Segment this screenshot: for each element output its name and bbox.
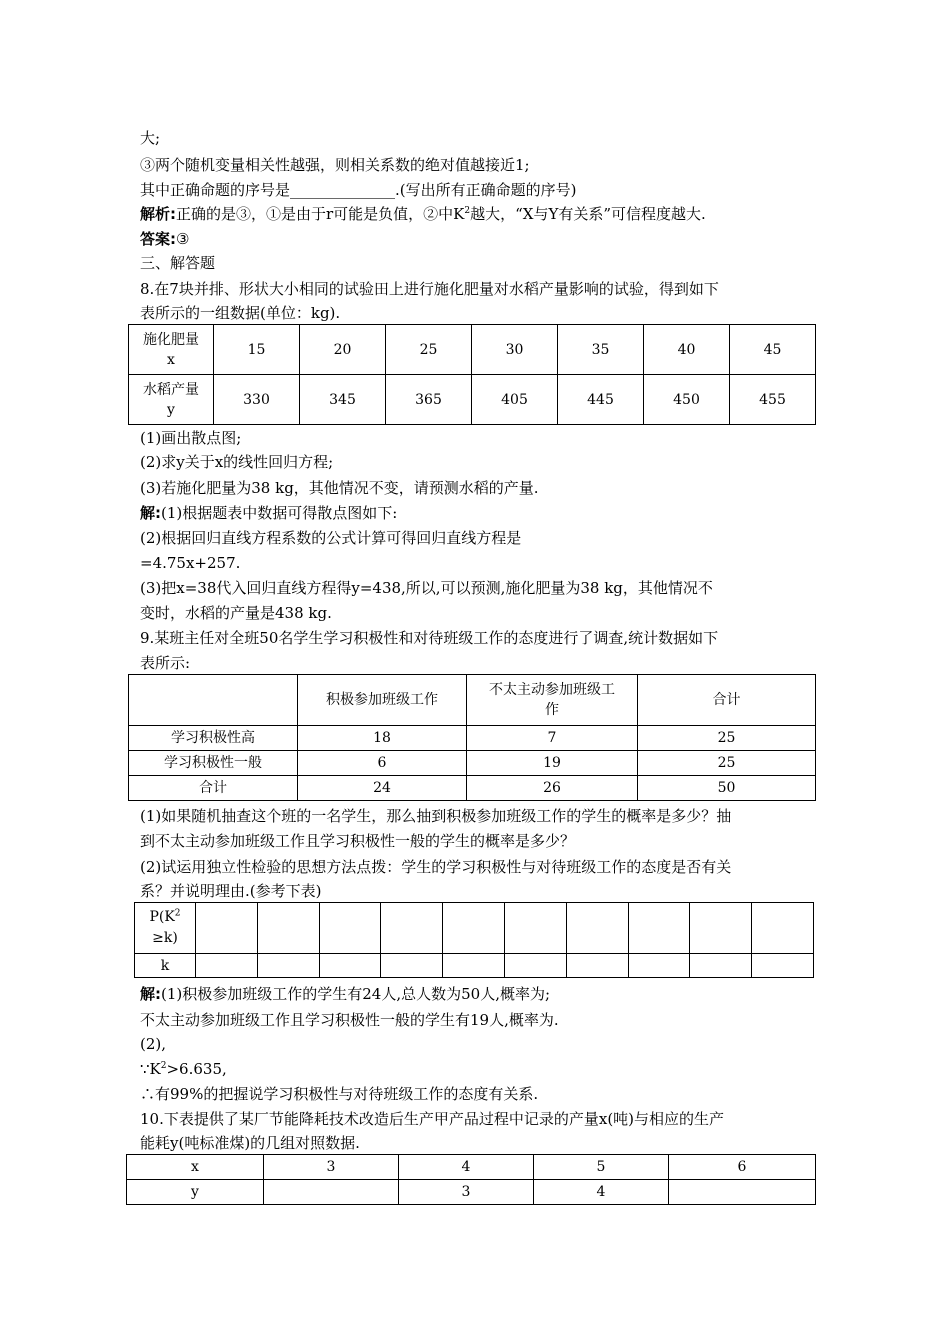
table-cell: [690, 903, 752, 954]
problem-8-line-1: 8.在7块并排、形状大小相同的试验田上进行施化肥量对水稻产量影响的试验，得到如下: [140, 280, 719, 298]
table-cell: [443, 903, 505, 954]
fertilizer-table: [128, 324, 816, 425]
table-cell: 20: [300, 325, 386, 375]
table-cell: 45: [730, 325, 816, 375]
table-cell: 405: [472, 375, 558, 425]
solution-9-line-3: (2),: [140, 1035, 167, 1053]
table-cell: 450: [644, 375, 730, 425]
table-cell: 3: [264, 1155, 399, 1180]
table-cell: [381, 903, 443, 954]
energy-table: [126, 1154, 816, 1205]
table-cell: 50: [638, 776, 816, 801]
solution-8-line-5: 变时，水稻的产量是438 kg.: [140, 604, 332, 622]
solution-9-line-5: ∴有99%的把握说学习积极性与对待班级工作的态度有关系.: [140, 1085, 539, 1103]
table-row-label: 学习积极性高: [129, 726, 298, 751]
problem-8-part-1: (1)画出散点图;: [140, 429, 242, 447]
table-row-label: 学习积极性一般: [129, 751, 298, 776]
solution-8-line-1: 解:(1)根据题表中数据可得散点图如下:: [140, 504, 398, 522]
solution-8-line-4: (3)把x=38代入回归直线方程得y=438,所以,可以预测,施化肥量为38 kg，其他情况不: [140, 579, 713, 597]
table-cell: [319, 954, 381, 978]
table-cell: [690, 954, 752, 978]
solution-9-line-2: 不太主动参加班级工作且学习积极性一般的学生有19人,概率为.: [140, 1011, 559, 1029]
table-cell: 445: [558, 375, 644, 425]
table-cell: [443, 954, 505, 978]
text-line-question: 其中正确命题的序号是______________.(写出所有正确命题的序号): [140, 181, 577, 199]
problem-8-part-3: (3)若施化肥量为38 kg，其他情况不变，请预测水稻的产量.: [140, 479, 539, 497]
table-cell: 26: [467, 776, 638, 801]
table-cell: [504, 954, 566, 978]
table-cell: [628, 954, 690, 978]
problem-9-part-1-line-2: 到不太主动参加班级工作且学习积极性一般的学生的概率是多少？: [140, 832, 576, 850]
table-cell: [504, 903, 566, 954]
table-cell: 25: [638, 726, 816, 751]
table-header-cell: x: [127, 1155, 264, 1180]
table-cell: 19: [467, 751, 638, 776]
table-cell: [196, 954, 258, 978]
table-cell: 365: [386, 375, 472, 425]
table-cell: 40: [644, 325, 730, 375]
table-cell: [566, 903, 628, 954]
table-cell: 35: [558, 325, 644, 375]
critical-value-table: [134, 902, 814, 978]
solution-9-line-4: $\because K^2>6.635$,: [140, 1060, 227, 1078]
table-header-cell: k: [135, 954, 196, 978]
table-header-cell: 合计: [638, 675, 816, 726]
solution-8-line-3: =4.75x+257.: [140, 554, 241, 572]
table-cell: 6: [298, 751, 467, 776]
section-heading: 三、解答题: [140, 254, 216, 272]
table-cell: 455: [730, 375, 816, 425]
table-cell: 30: [472, 325, 558, 375]
table-cell: [669, 1180, 816, 1205]
problem-10-line-1: 10.下表提供了某厂节能降耗技术改造后生产甲产品过程中记录的产量x(吨)与相应的生产: [140, 1110, 725, 1128]
table-cell: [566, 954, 628, 978]
problem-10-line-2: 能耗y(吨标准煤)的几组对照数据.: [140, 1134, 360, 1152]
table-cell: 24: [298, 776, 467, 801]
table-cell: 345: [300, 375, 386, 425]
table-cell: 25: [638, 751, 816, 776]
table-header-cell: 不太主动参加班级工 作: [467, 675, 638, 726]
table-cell: [264, 1180, 399, 1205]
problem-8-part-2: (2)求y关于x的线性回归方程;: [140, 453, 334, 471]
table-cell: 25: [386, 325, 472, 375]
problem-9-part-2-line-1: (2)试运用独立性检验的思想方法点拨：学生的学习积极性与对待班级工作的态度是否有关: [140, 858, 732, 876]
table-header-cell: 水稻产量 y: [129, 375, 214, 425]
table-header-cell: y: [127, 1180, 264, 1205]
table-cell: 4: [399, 1155, 534, 1180]
problem-9-part-1-line-1: (1)如果随机抽查这个班的一名学生，那么抽到积极参加班级工作的学生的概率是多少？抽: [140, 807, 732, 825]
table-cell: [129, 675, 298, 726]
analysis-line: 解析:正确的是③，①是由于r可能是负值，②中$K^2$越大，“X与Y有关系”可信程度越大.: [140, 205, 706, 223]
problem-9-line-2: 表所示:: [140, 654, 191, 672]
table-cell: [752, 954, 814, 978]
table-header-cell: $P(K^2$ ≥k): [135, 903, 196, 954]
table-cell: 5: [534, 1155, 669, 1180]
table-cell: 6: [669, 1155, 816, 1180]
table-cell: 3: [399, 1180, 534, 1205]
table-cell: 4: [534, 1180, 669, 1205]
table-cell: [257, 903, 319, 954]
table-cell: [257, 954, 319, 978]
table-row-label: 合计: [129, 776, 298, 801]
table-header-cell: 积极参加班级工作: [298, 675, 467, 726]
class-survey-table: [128, 674, 816, 801]
problem-9-line-1: 9.某班主任对全班50名学生学习积极性和对待班级工作的态度进行了调查,统计数据如下: [140, 629, 719, 647]
table-cell: [196, 903, 258, 954]
table-cell: [628, 903, 690, 954]
table-cell: 18: [298, 726, 467, 751]
problem-9-part-2-line-2: 系？并说明理由.(参考下表): [140, 882, 322, 900]
table-cell: [319, 903, 381, 954]
table-cell: [752, 903, 814, 954]
text-line-statement-3: ③两个随机变量相关性越强，则相关系数的绝对值越接近1;: [140, 156, 530, 174]
table-cell: 15: [214, 325, 300, 375]
solution-9-line-1: 解:(1)积极参加班级工作的学生有24人,总人数为50人,概率为;: [140, 985, 551, 1003]
answer-line: 答案:③: [140, 230, 190, 248]
table-header-cell: 施化肥量 x: [129, 325, 214, 375]
problem-8-line-2: 表所示的一组数据(单位：kg).: [140, 304, 341, 322]
table-cell: 7: [467, 726, 638, 751]
solution-8-line-2: (2)根据回归直线方程系数的公式计算可得回归直线方程是: [140, 529, 522, 547]
table-cell: 330: [214, 375, 300, 425]
text-line-da: 大;: [140, 129, 161, 147]
table-cell: [381, 954, 443, 978]
